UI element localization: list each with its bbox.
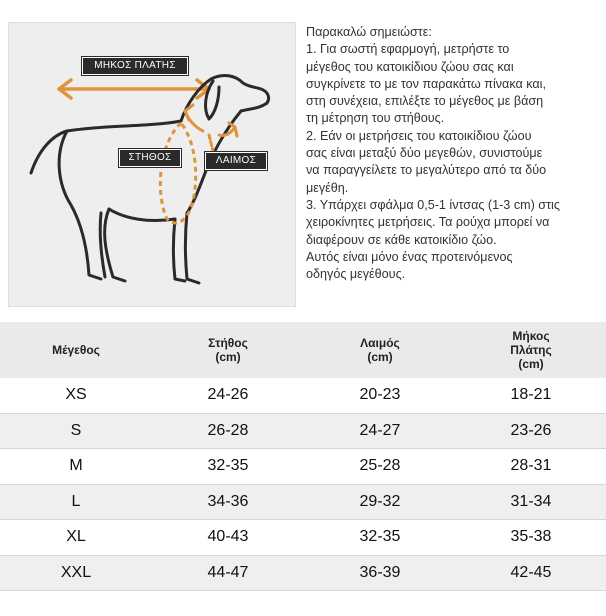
size-cell: XS bbox=[0, 378, 152, 413]
notes-line: μεγέθη. bbox=[306, 180, 349, 195]
neck-cell: 29-32 bbox=[304, 484, 456, 520]
notes-line: 3. Υπάρχει σφάλμα 0,5-1 ίντσας (1-3 cm) στις bbox=[306, 197, 560, 212]
sizing-notes bbox=[306, 24, 602, 283]
neck-cell: 25-28 bbox=[304, 449, 456, 485]
notes-line: συγκρίνετε το με τον παρακάτω πίνακα και, bbox=[306, 76, 546, 91]
notes-line: σας είναι μεταξύ δύο μεγεθών, συνιστούμε bbox=[306, 146, 543, 161]
back-length-cell: 42-45 bbox=[456, 555, 606, 591]
table-row bbox=[0, 413, 606, 449]
chest-cell: 32-35 bbox=[152, 449, 304, 485]
notes-line: διαφέρουν σε κάθε κατοικίδιο ζώο. bbox=[306, 232, 497, 247]
dog-outline bbox=[31, 76, 269, 283]
chest-label: ΣΤΗΘΟΣ bbox=[119, 149, 181, 167]
chest-cell: 24-26 bbox=[152, 378, 304, 413]
chest-cell: 34-36 bbox=[152, 484, 304, 520]
size-cell: XL bbox=[0, 520, 152, 556]
neck-cell: 24-27 bbox=[304, 413, 456, 449]
neck-cell: 20-23 bbox=[304, 378, 456, 413]
neck-cell: 36-39 bbox=[304, 555, 456, 591]
notes-line: τη μέτρηση του στήθους. bbox=[306, 111, 445, 126]
chest-cell: 44-47 bbox=[152, 555, 304, 591]
table-row bbox=[0, 520, 606, 556]
size-cell: L bbox=[0, 484, 152, 520]
table-row bbox=[0, 484, 606, 520]
header-chest: Στήθος (cm) bbox=[152, 322, 304, 378]
notes-line: 1. Για σωστή εφαρμογή, μετρήστε το bbox=[306, 42, 510, 57]
chest-cell: 26-28 bbox=[152, 413, 304, 449]
back-length-arrow bbox=[59, 80, 209, 98]
size-cell: M bbox=[0, 449, 152, 485]
table-row bbox=[0, 555, 606, 591]
notes-line: χειροκίνητες μετρήσεις. Τα ρούχα μπορεί να bbox=[306, 215, 550, 230]
neck-cell: 32-35 bbox=[304, 520, 456, 556]
back-length-cell: 35-38 bbox=[456, 520, 606, 556]
back-length-label: ΜΗΚΟΣ ΠΛΑΤΗΣ bbox=[82, 57, 188, 75]
notes-line: στη συνέχεια, επιλέξτε το μέγεθος με βάση bbox=[306, 94, 544, 109]
table-row bbox=[0, 449, 606, 485]
back-length-cell: 18-21 bbox=[456, 378, 606, 413]
dog-measurement-diagram bbox=[8, 22, 296, 307]
chest-cell: 40-43 bbox=[152, 520, 304, 556]
neck-label: ΛΑΙΜΟΣ bbox=[205, 152, 267, 170]
size-chart-table bbox=[0, 322, 606, 591]
notes-line: 2. Εάν οι μετρήσεις του κατοικίδιου ζώου bbox=[306, 128, 532, 143]
back-length-cell: 28-31 bbox=[456, 449, 606, 485]
table-row bbox=[0, 378, 606, 413]
notes-line: μέγεθος του κατοικίδιου ζώου σας και bbox=[306, 59, 514, 74]
size-cell: S bbox=[0, 413, 152, 449]
notes-line: Παρακαλώ σημειώστε: bbox=[306, 25, 432, 39]
table-header-row bbox=[0, 322, 606, 378]
notes-line: Αυτός είναι μόνο ένας προτεινόμενος bbox=[306, 249, 513, 264]
header-back-length: Μήκος Πλάτης (cm) bbox=[456, 322, 606, 378]
size-cell: XXL bbox=[0, 555, 152, 591]
notes-line: να παραγγείλετε το μεγαλύτερο από τα δύο bbox=[306, 163, 547, 178]
back-length-cell: 31-34 bbox=[456, 484, 606, 520]
header-neck: Λαιμός (cm) bbox=[304, 322, 456, 378]
back-length-cell: 23-26 bbox=[456, 413, 606, 449]
notes-line: οδηγός μεγέθους. bbox=[306, 267, 406, 282]
header-size: Μέγεθος bbox=[0, 322, 152, 378]
